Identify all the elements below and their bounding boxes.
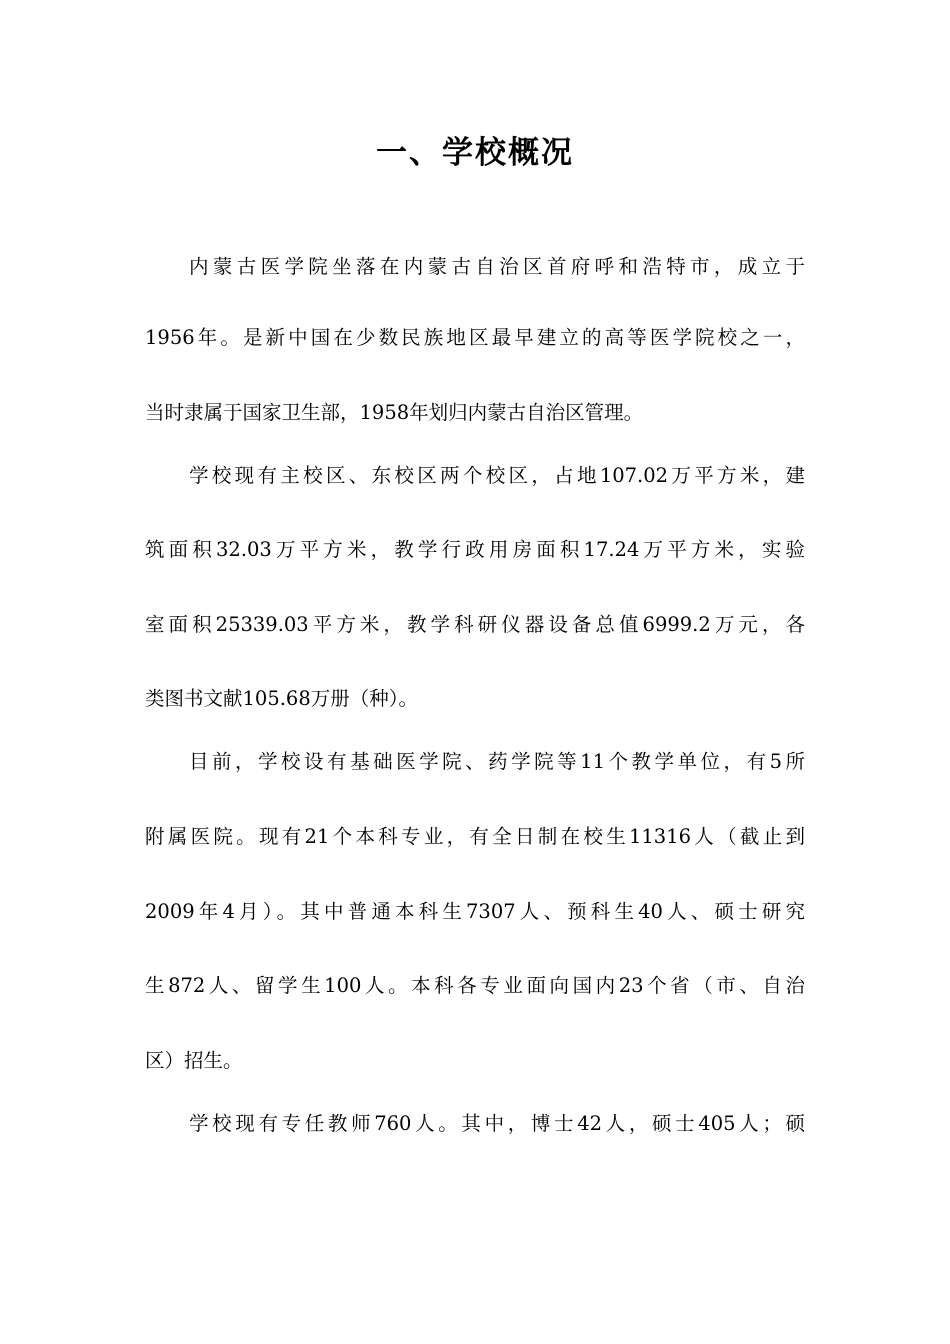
paragraph-2-line-4: 类图书文献105.68万册（种）。: [145, 687, 418, 710]
paragraph-1-line-2: 1956年。是新中国在少数民族地区最早建立的高等医学院校之一，: [145, 326, 805, 349]
paragraph-3-line-4: 生872人、留学生100人。本科各专业面向国内23个省（市、自治: [145, 974, 805, 997]
paragraph-3-line-1: 目前，学校设有基础医学院、药学院等11个教学单位，有5所: [189, 750, 805, 773]
section-title: 一、学校概况: [376, 135, 574, 171]
paragraph-3-line-5: 区）招生。: [145, 1049, 243, 1072]
paragraph-4-line-1: 学校现有专任教师760人。其中，博士42人，硕士405人；硕: [189, 1112, 805, 1135]
paragraph-1-line-3: 当时隶属于国家卫生部，1958年划归内蒙古自治区管理。: [145, 401, 644, 424]
paragraph-2-line-2: 筑面积32.03万平方米，教学行政用房面积17.24万平方米，实验: [145, 538, 805, 561]
paragraph-1-line-1: 内蒙古医学院坐落在内蒙古自治区首府呼和浩特市，成立于: [189, 255, 805, 278]
paragraph-2-line-3: 室面积25339.03平方米，教学科研仪器设备总值6999.2万元，各: [145, 613, 805, 636]
paragraph-2-line-1: 学校现有主校区、东校区两个校区，占地107.02万平方米，建: [189, 464, 805, 487]
paragraph-3-line-2: 附属医院。现有21个本科专业，有全日制在校生11316人（截止到: [145, 825, 805, 848]
paragraph-3-line-3: 2009年4月）。其中普通本科生7307人、预科生40人、硕士研究: [145, 900, 805, 923]
